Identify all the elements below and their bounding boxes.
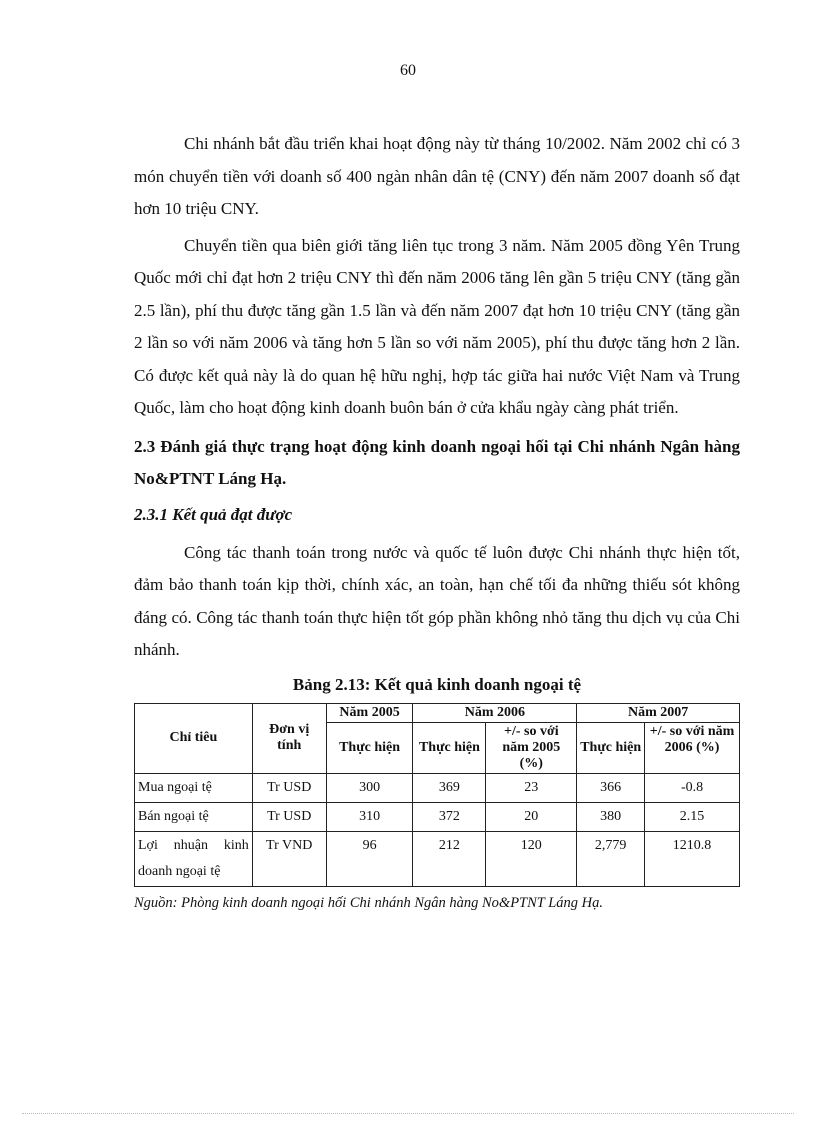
- cell-2007: 2,779: [577, 831, 645, 886]
- header-change-vs-2005: +/- so với năm 2005 (%): [486, 722, 577, 773]
- cell-2005: 300: [326, 773, 413, 802]
- cell-2005: 310: [326, 802, 413, 831]
- cell-indicator: Mua ngoại tệ: [135, 773, 253, 802]
- cell-change-2007: -0.8: [645, 773, 740, 802]
- page-bottom-divider: [22, 1113, 794, 1114]
- cell-2007: 366: [577, 773, 645, 802]
- paragraph-2: Chuyển tiền qua biên giới tăng liên tục trong 3 năm. Năm 2005 đồng Yên Trung Quốc mới chỉ đạt hơn 2 triệu CNY thì đến năm 2006 tăng lên gần 5 triệu CNY (tăng gần 2.5 lần), phí thu được tăng gần 1.5 lần và đến năm 2007 đạt hơn 10 triệu CNY (tăng gần 2 lần so với năm 2006 và tăng hơn 5 lần so với năm 2005), phí thu được tăng hơn 2 lần. Có được kết quả này là do quan hệ hữu nghị, hợp tác giữa hai nước Việt Nam và Trung Quốc, làm cho hoạt động kinh doanh buôn bán ở cửa khẩu ngày càng phát triển.: [134, 235, 740, 417]
- header-unit: Đơn vị tính: [252, 703, 326, 773]
- document-body: [134, 128, 740, 912]
- table-row: [135, 831, 740, 886]
- page-number: 60: [400, 62, 416, 79]
- table-caption: Bảng 2.13: Kết quả kinh doanh ngoại tệ: [292, 674, 582, 694]
- table-row: [135, 773, 740, 802]
- table-source: Nguồn: Phòng kinh doanh ngoại hối Chi nhánh Ngân hàng No&PTNT Láng Hạ.: [134, 894, 604, 911]
- cell-change-2007: 2.15: [645, 802, 740, 831]
- cell-2006: 369: [413, 773, 486, 802]
- paragraph-3: Công tác thanh toán trong nước và quốc tế luôn được Chi nhánh thực hiện tốt, đảm bảo thanh toán kịp thời, chính xác, an toàn, hạn chế tối đa những thiếu sót không đáng có. Công tác thanh toán thực hiện tốt góp phần không nhỏ tăng thu dịch vụ của Chi nhánh.: [134, 542, 740, 659]
- header-actual-2007: Thực hiện: [577, 722, 645, 773]
- header-year-2007: Năm 2007: [577, 703, 740, 722]
- cell-change-2006: 20: [486, 802, 577, 831]
- header-year-2006: Năm 2006: [413, 703, 577, 722]
- cell-2007: 380: [577, 802, 645, 831]
- results-table: [134, 703, 740, 887]
- cell-change-2007: 1210.8: [645, 831, 740, 886]
- table-row: [135, 802, 740, 831]
- cell-indicator: Lợi nhuận kinh doanh ngoại tệ: [135, 831, 253, 886]
- header-indicator: Chỉ tiêu: [135, 703, 253, 773]
- cell-unit: Tr USD: [252, 802, 326, 831]
- cell-change-2006: 23: [486, 773, 577, 802]
- cell-indicator: Bán ngoại tệ: [135, 802, 253, 831]
- section-heading: 2.3 Đánh giá thực trạng hoạt động kinh doanh ngoại hối tại Chi nhánh Ngân hàng No&PTNT Láng Hạ.: [134, 436, 740, 488]
- paragraph-1: Chi nhánh bắt đầu triển khai hoạt động này từ tháng 10/2002. Năm 2002 chỉ có 3 món chuyển tiền với doanh số 400 ngàn nhân dân tệ (CNY) đến năm 2007 doanh số đạt hơn 10 triệu CNY.: [134, 134, 740, 218]
- cell-2005: 96: [326, 831, 413, 886]
- cell-2006: 372: [413, 802, 486, 831]
- subsection-heading: 2.3.1 Kết quả đạt được: [134, 504, 293, 524]
- header-change-vs-2006: +/- so với năm 2006 (%): [645, 722, 740, 773]
- header-year-2005: Năm 2005: [326, 703, 413, 722]
- header-actual-2006: Thực hiện: [413, 722, 486, 773]
- cell-2006: 212: [413, 831, 486, 886]
- cell-unit: Tr USD: [252, 773, 326, 802]
- cell-unit: Tr VND: [252, 831, 326, 886]
- header-actual-2005: Thực hiện: [326, 722, 413, 773]
- cell-change-2006: 120: [486, 831, 577, 886]
